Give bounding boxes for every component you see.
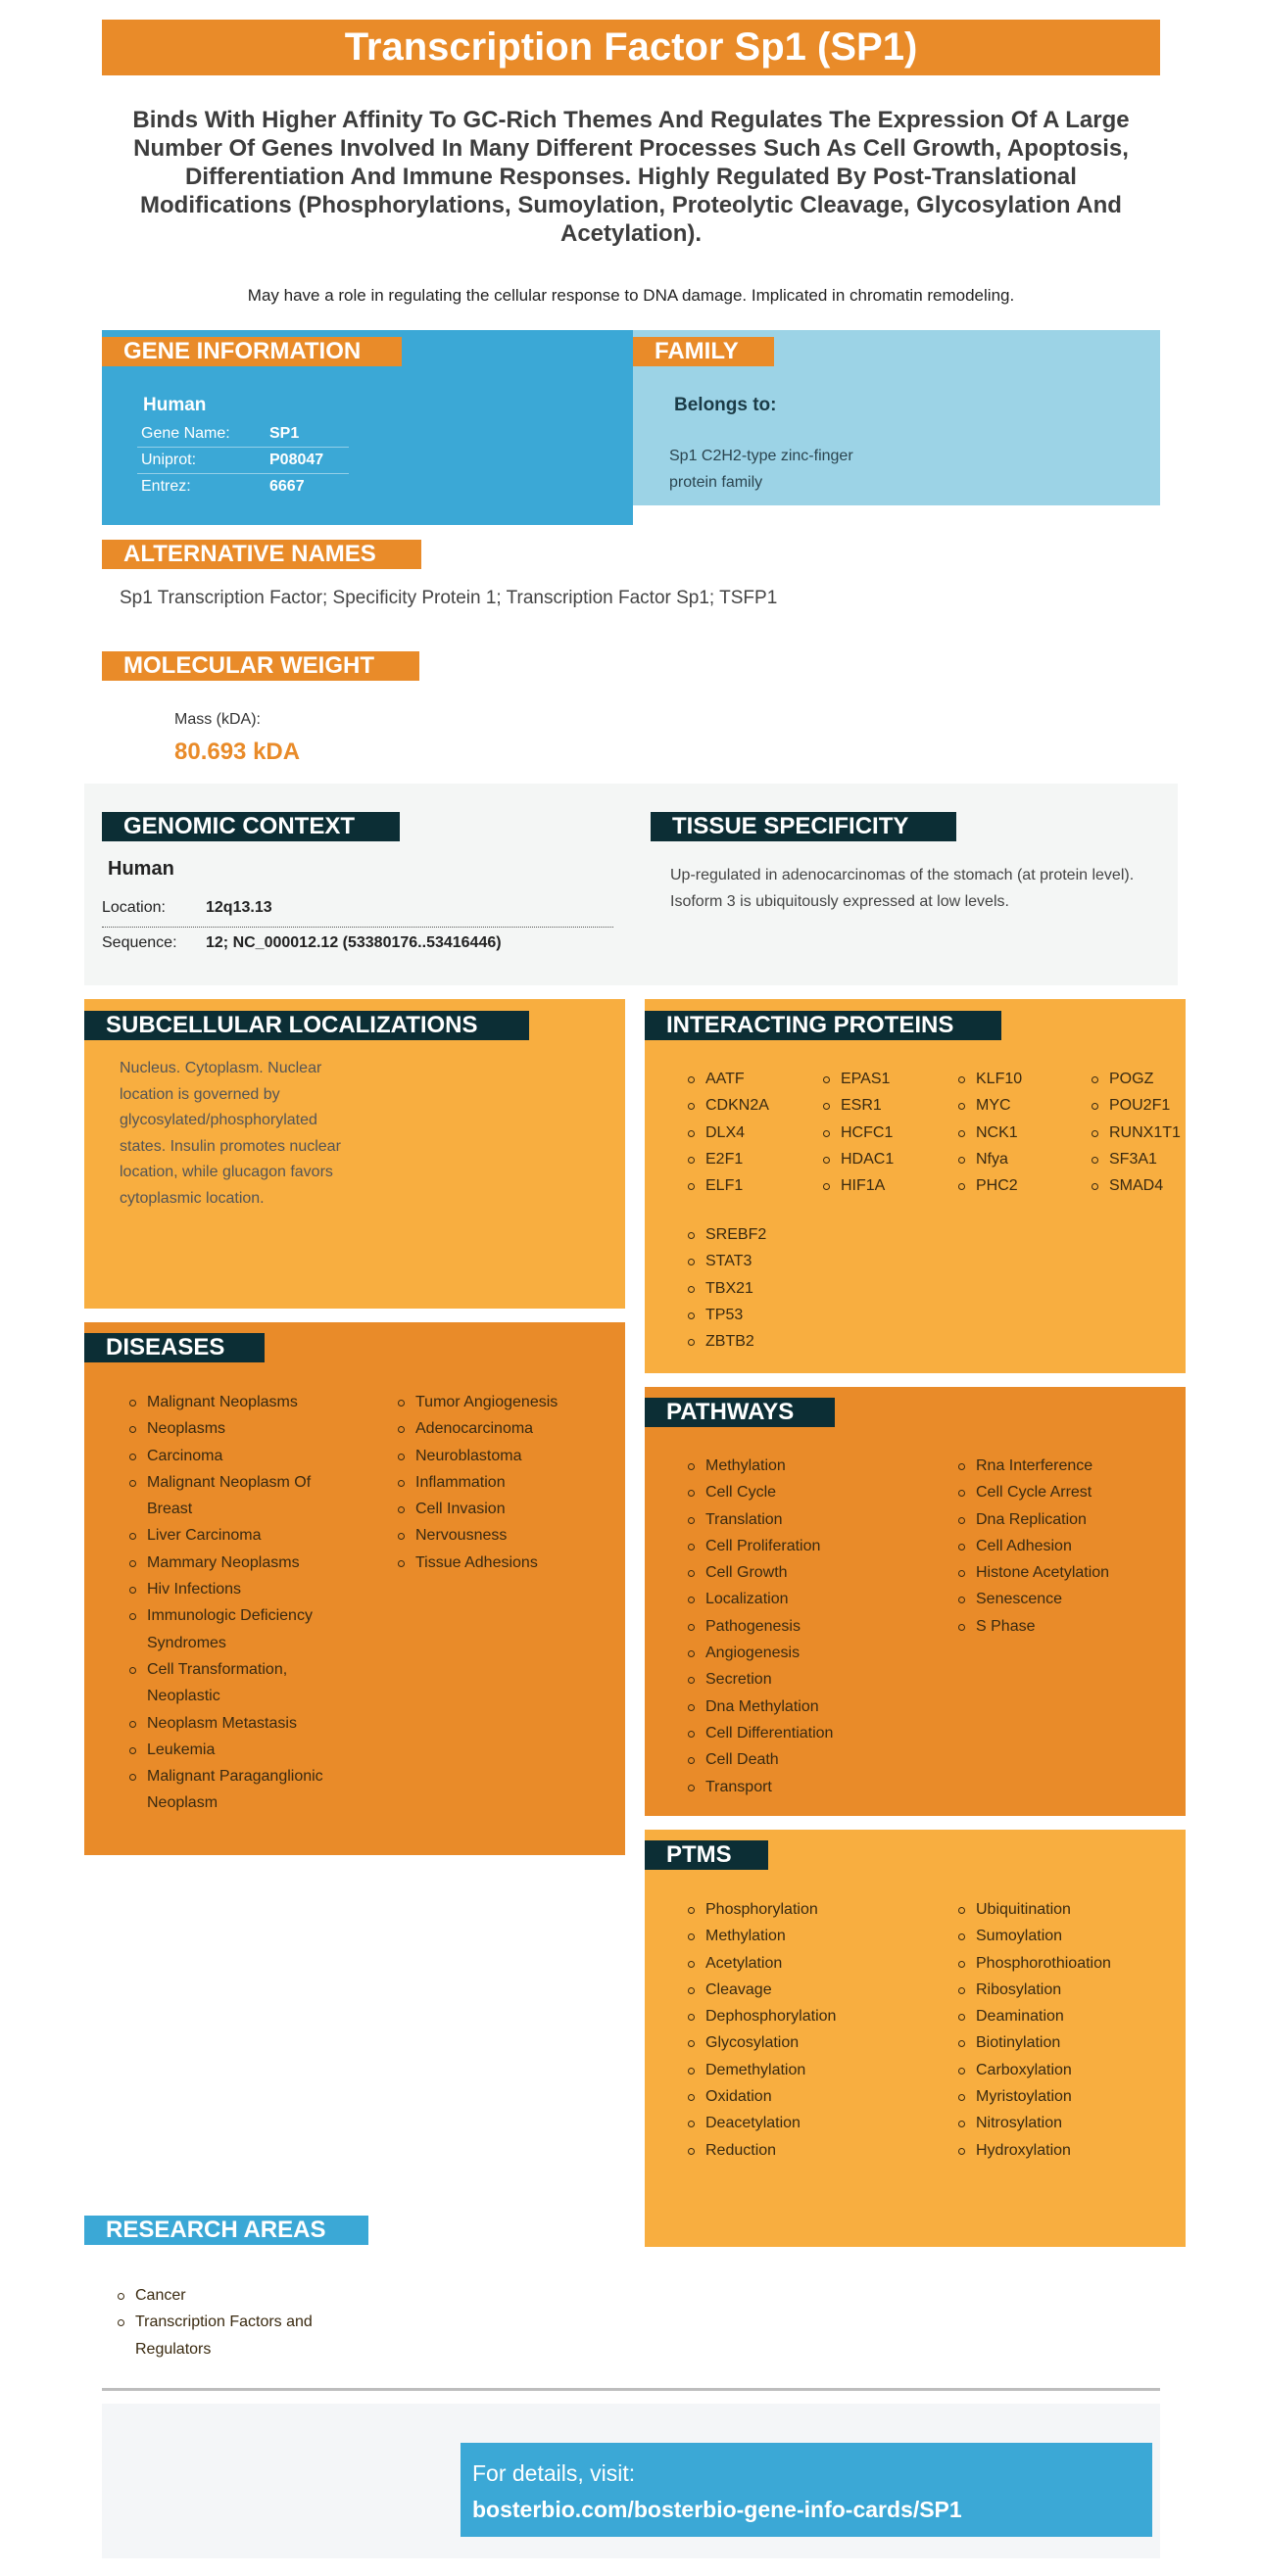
list-item: Transcription Factors and Regulators: [116, 2309, 351, 2362]
list-item: POGZ: [1090, 1066, 1184, 1092]
list-item: POU2F1: [1090, 1092, 1184, 1119]
list-item: Neoplasms: [127, 1415, 359, 1442]
list-item: Glycosylation: [686, 2029, 950, 2056]
details-url-link[interactable]: bosterbio.com/bosterbio-gene-info-cards/SP1: [472, 2497, 962, 2522]
list-item: ESR1: [821, 1092, 956, 1119]
gene-name-value: SP1: [269, 425, 300, 442]
list-item: Carboxylation: [956, 2057, 1182, 2083]
uniprot-label: Uniprot:: [141, 452, 197, 468]
list-item: E2F1: [686, 1146, 821, 1172]
list-item: Neuroblastoma: [396, 1443, 621, 1469]
list-item: Transport: [686, 1774, 950, 1800]
sequence-value: 12; NC_000012.12 (53380176..53416446): [206, 934, 502, 951]
entrez-value: 6667: [269, 478, 305, 495]
list-item: Hydroxylation: [956, 2137, 1182, 2164]
list-item: Cell Adhesion: [956, 1533, 1182, 1559]
page-title: Transcription Factor Sp1 (SP1): [102, 20, 1160, 75]
list-item: STAT3: [686, 1248, 843, 1274]
interacting-list-col5: [686, 1221, 843, 1355]
mass-value: 80.693 kDA: [174, 739, 301, 765]
list-item: Cell Differentiation: [686, 1720, 950, 1746]
list-item: RUNX1T1: [1090, 1120, 1184, 1146]
list-item: Translation: [686, 1506, 950, 1533]
interacting-list-col3: [956, 1066, 1090, 1199]
footer-divider: [102, 2388, 1160, 2391]
list-item: Phosphorylation: [686, 1896, 950, 1923]
diseases-list-col2: [396, 1389, 621, 1576]
list-item: Deacetylation: [686, 2110, 950, 2136]
molecular-weight-heading: MOLECULAR WEIGHT: [102, 651, 419, 681]
list-item: Demethylation: [686, 2057, 950, 2083]
list-item: SMAD4: [1090, 1172, 1184, 1199]
genomic-organism: Human: [108, 858, 174, 880]
list-item: HDAC1: [821, 1146, 956, 1172]
list-item: SREBF2: [686, 1221, 843, 1248]
interacting-proteins-heading: INTERACTING PROTEINS: [645, 1011, 1001, 1040]
research-areas-heading: RESEARCH AREAS: [84, 2216, 368, 2245]
list-item: Dephosphorylation: [686, 2003, 950, 2029]
list-item: Hiv Infections: [127, 1576, 359, 1602]
ptms-list-col2: [956, 1896, 1182, 2164]
list-item: PHC2: [956, 1172, 1090, 1199]
pathways-heading: PATHWAYS: [645, 1398, 835, 1427]
list-item: Phosphorothioation: [956, 1950, 1182, 1977]
list-item: Myristoylation: [956, 2083, 1182, 2110]
list-item: Cell Cycle: [686, 1479, 950, 1505]
list-item: Rna Interference: [956, 1453, 1182, 1479]
list-item: Reduction: [686, 2137, 950, 2164]
tissue-specificity-text: Up-regulated in adenocarcinomas of the stomach (at protein level). Isoform 3 is ubiquitously expressed at low levels.: [670, 867, 1135, 910]
list-item: S Phase: [956, 1613, 1182, 1640]
list-item: Cell Transformation, Neoplastic: [127, 1656, 359, 1710]
genomic-divider: [102, 927, 613, 928]
location-value: 12q13.13: [206, 899, 272, 916]
list-item: Tissue Adhesions: [396, 1550, 621, 1576]
alternative-names-heading: ALTERNATIVE NAMES: [102, 540, 421, 569]
interacting-list-col4: [1090, 1066, 1184, 1199]
list-item: Deamination: [956, 2003, 1182, 2029]
genomic-context-heading: GENOMIC CONTEXT: [102, 812, 400, 841]
list-item: HCFC1: [821, 1120, 956, 1146]
list-item: Methylation: [686, 1453, 950, 1479]
gene-information-heading: GENE INFORMATION: [102, 337, 402, 366]
family-text: Sp1 C2H2-type zinc-finger protein family: [669, 448, 853, 491]
list-item: Dna Methylation: [686, 1693, 950, 1720]
alternative-names-text: Sp1 Transcription Factor; Specificity Protein 1; Transcription Factor Sp1; TSFP1: [120, 588, 778, 608]
location-label: Location:: [102, 899, 166, 916]
list-item: Biotinylation: [956, 2029, 1182, 2056]
tissue-specificity-heading: TISSUE SPECIFICITY: [651, 812, 956, 841]
entrez-label: Entrez:: [141, 478, 191, 495]
list-item: Ubiquitination: [956, 1896, 1182, 1923]
list-item: Pathogenesis: [686, 1613, 950, 1640]
list-item: SF3A1: [1090, 1146, 1184, 1172]
list-item: Acetylation: [686, 1950, 950, 1977]
list-item: EPAS1: [821, 1066, 956, 1092]
list-item: KLF10: [956, 1066, 1090, 1092]
gene-organism: Human: [143, 395, 207, 415]
details-prompt: For details, visit:: [472, 2460, 636, 2486]
list-item: Secretion: [686, 1666, 950, 1693]
list-item: CDKN2A: [686, 1092, 821, 1119]
list-item: Adenocarcinoma: [396, 1415, 621, 1442]
list-item: MYC: [956, 1092, 1090, 1119]
list-item: Senescence: [956, 1586, 1182, 1612]
list-item: Dna Replication: [956, 1506, 1182, 1533]
interacting-list-col2: [821, 1066, 956, 1199]
family-heading: FAMILY: [633, 337, 774, 366]
list-item: Inflammation: [396, 1469, 621, 1496]
list-item: Oxidation: [686, 2083, 950, 2110]
list-item: Neoplasm Metastasis: [127, 1710, 359, 1737]
list-item: DLX4: [686, 1120, 821, 1146]
pathways-list-col1: [686, 1453, 950, 1800]
family-belongs-label: Belongs to:: [674, 395, 777, 415]
list-item: HIF1A: [821, 1172, 956, 1199]
list-item: ELF1: [686, 1172, 821, 1199]
list-item: NCK1: [956, 1120, 1090, 1146]
gene-name-row: [137, 421, 349, 448]
list-item: Nervousness: [396, 1522, 621, 1549]
ptms-heading: PTMS: [645, 1840, 768, 1870]
uniprot-row: [137, 448, 349, 474]
protein-summary: Binds With Higher Affinity To GC-Rich Themes And Regulates The Expression Of A Large Number Of Genes Involved In Many Different Processes Such As Cell Growth, Apoptosis, Differentiation And Immune Responses. Highly Regulated By Post-Translational Modifications (Phosphorylations, Sumoylation, Proteolytic Cleavage, Glycosylation And Acetylation).: [132, 107, 1130, 247]
list-item: Histone Acetylation: [956, 1559, 1182, 1586]
list-item: Immunologic Deficiency Syndromes: [127, 1602, 359, 1656]
list-item: Ribosylation: [956, 1977, 1182, 2003]
list-item: Localization: [686, 1586, 950, 1612]
entrez-row: [137, 474, 349, 501]
interacting-list-col1: [686, 1066, 821, 1199]
uniprot-value: P08047: [269, 452, 324, 468]
list-item: Cell Proliferation: [686, 1533, 950, 1559]
list-item: Cell Death: [686, 1746, 950, 1773]
list-item: Cell Invasion: [396, 1496, 621, 1522]
list-item: Cell Cycle Arrest: [956, 1479, 1182, 1505]
list-item: TBX21: [686, 1275, 843, 1302]
list-item: Mammary Neoplasms: [127, 1550, 359, 1576]
list-item: AATF: [686, 1066, 821, 1092]
pathways-list-col2: [956, 1453, 1182, 1640]
mass-label: Mass (kDA):: [174, 711, 261, 728]
list-item: Cancer: [116, 2282, 351, 2309]
list-item: ZBTB2: [686, 1328, 843, 1355]
list-item: Tumor Angiogenesis: [396, 1389, 621, 1415]
list-item: Nitrosylation: [956, 2110, 1182, 2136]
list-item: Sumoylation: [956, 1923, 1182, 1949]
subcellular-text: Nucleus. Cytoplasm. Nuclear location is governed by glycosylated/phosphorylated states. Insulin promotes nuclear location, while glucagon favors cytoplasmic location.: [120, 1060, 341, 1207]
list-item: Cleavage: [686, 1977, 950, 2003]
function-text: May have a role in regulating the cellular response to DNA damage. Implicated in chromatin remodeling.: [247, 286, 1015, 305]
gene-name-label: Gene Name:: [141, 425, 230, 442]
list-item: Malignant Neoplasm Of Breast: [127, 1469, 359, 1523]
list-item: TP53: [686, 1302, 843, 1328]
list-item: Liver Carcinoma: [127, 1522, 359, 1549]
list-item: Malignant Neoplasms: [127, 1389, 359, 1415]
list-item: Methylation: [686, 1923, 950, 1949]
list-item: Leukemia: [127, 1737, 359, 1763]
subcellular-heading: SUBCELLULAR LOCALIZATIONS: [84, 1011, 529, 1040]
details-link-box[interactable]: [461, 2443, 1152, 2537]
diseases-list-col1: [127, 1389, 359, 1817]
list-item: Malignant Paraganglionic Neoplasm: [127, 1763, 359, 1817]
sequence-label: Sequence:: [102, 934, 177, 951]
research-areas-list: [116, 2282, 351, 2362]
list-item: Cell Growth: [686, 1559, 950, 1586]
list-item: Carcinoma: [127, 1443, 359, 1469]
ptms-list-col1: [686, 1896, 950, 2164]
diseases-heading: DISEASES: [84, 1333, 265, 1362]
list-item: Nfya: [956, 1146, 1090, 1172]
list-item: Angiogenesis: [686, 1640, 950, 1666]
